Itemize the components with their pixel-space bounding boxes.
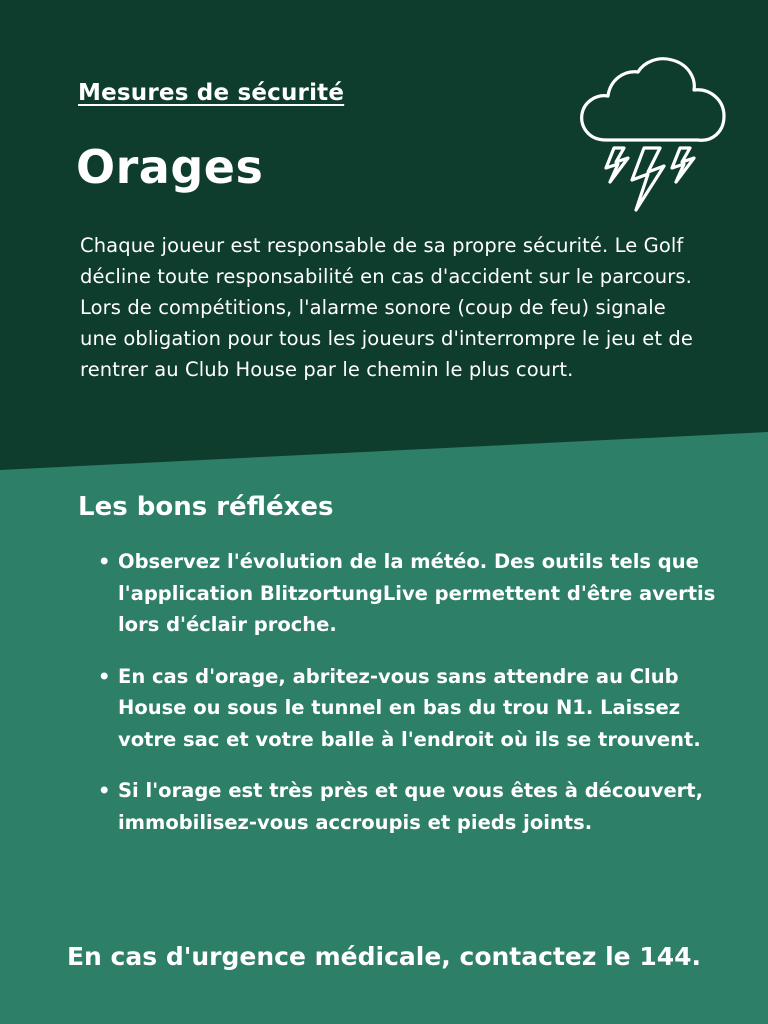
list-item-text: Si l'orage est très près et que vous êtes à découvert, immobilisez-vous accroupis et pieds joints.: [118, 779, 704, 834]
reflexes-heading: Les bons réfléxes: [78, 492, 334, 522]
list-item: [98, 661, 718, 756]
bullet-marker: •: [98, 550, 111, 573]
page-title: Orages: [76, 140, 264, 194]
reflexes-list: [98, 546, 718, 858]
list-item-text: En cas d'orage, abritez-vous sans attendre au Club House ou sous le tunnel en bas du trou N1. Laissez votre sac et votre balle à l'endroit où ils se trouvent.: [118, 664, 701, 751]
intro-paragraph: Chaque joueur est responsable de sa propre sécurité. Le Golf décline toute responsabilité en cas d'accident sur le parcours. Lors de compétitions, l'alarme sonore (coup de feu) signale une obligation pour tous les joueurs d'interrompre le jeu et de rentrer au Club House par le chemin le plus court.: [80, 234, 693, 381]
list-item: [98, 775, 718, 838]
bullet-marker: •: [98, 779, 111, 802]
emergency-footer: En cas d'urgence médicale, contactez le 144.: [66, 942, 702, 971]
bullet-marker: •: [98, 664, 111, 688]
section-kicker: Mesures de sécurité: [78, 80, 345, 106]
storm-cloud-lightning-icon: [572, 52, 734, 218]
list-item: [98, 546, 718, 641]
list-item-text: Observez l'évolution de la météo. Des outils tels que l'application BlitzortungLive permettent d'être avertis lors d'éclair proche.: [118, 550, 716, 636]
